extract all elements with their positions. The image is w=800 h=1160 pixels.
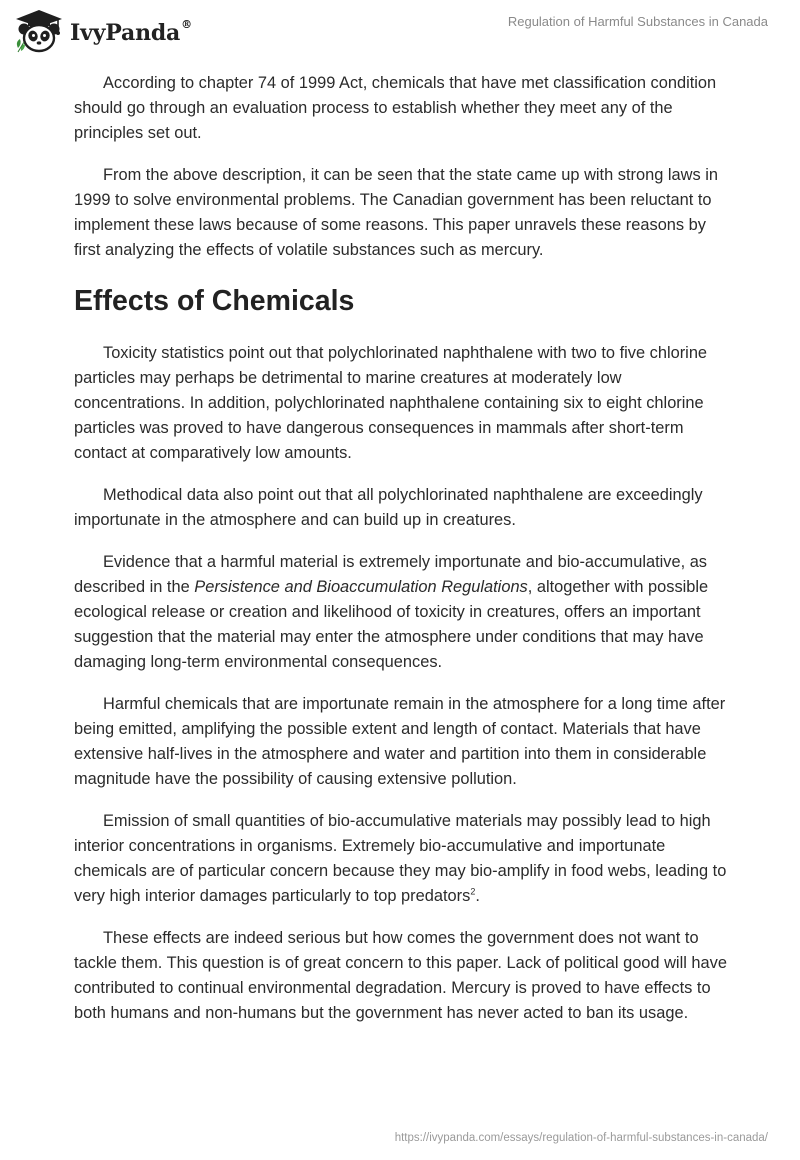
paragraph-3: Toxicity statistics point out that polychlorinated naphthalene with two to five chlorine particles may perhaps be detrimental to marine creatures at moderately low concentrations. In addition, polychlorinated naphthalene containing six to eight chlorine particles was proved to have dangerous consequences in mammals after short-term contact at comparatively low amounts. — [74, 344, 708, 462]
document-running-title: Regulation of Harmful Substances in Canada — [507, 14, 768, 29]
paragraph-8: These effects are indeed serious but how comes the government does not want to tackle them. This question is of great concern to this paper. Lack of political good will have contributed to continual environmental degradation. Mercury is proved to have effects to both humans and non-humans but the government has never acted to ban its usage. — [74, 929, 727, 1022]
regulation-title: Persistence and Bioaccumulation Regulations — [194, 578, 528, 596]
source-url[interactable]: https://ivypanda.com/essays/regulation-of-harmful-substances-in-canada/ — [394, 1132, 768, 1144]
footnote-reference[interactable]: 2 — [470, 886, 476, 897]
ivypanda-logo[interactable] — [14, 8, 192, 54]
paragraph-5 — [74, 550, 734, 675]
paragraph-5-text-start: Evidence that a harmful material is extremely importunate and bio-accumulative, as described in the — [74, 553, 708, 596]
panda-graduate-icon — [14, 8, 64, 54]
paragraph-5-text-end: , altogether with possible ecological release or creation and likelihood of toxicity in creatures, offers an important suggestion that the material may enter the atmosphere under conditions that may have damaging long-term environmental consequences. — [74, 578, 709, 671]
paragraph-7 — [74, 809, 734, 909]
paragraph-7-period: . — [475, 887, 480, 905]
page-header — [0, 0, 800, 62]
registered-mark: ® — [181, 17, 192, 31]
paragraph-7-text: Emission of small quantities of bio-accumulative materials may possibly lead to high interior concentrations in organisms. Extremely bio-accumulative and importunate chemicals are of particular concern because they may bio-amplify in food webs, leading to very high interior damages particularly to top predators — [74, 812, 727, 905]
paragraph-1: According to chapter 74 of 1999 Act, chemicals that have met classification condition should go through an evaluation process to establish whether they meet any of the principles set out. — [74, 74, 717, 142]
essay-body — [74, 71, 734, 1043]
paragraph-6: Harmful chemicals that are importunate remain in the atmosphere for a long time after being emitted, amplifying the possible extent and length of contact. Materials that have extensive half-lives in the atmosphere and water and partition into them in considerable magnitude have the possibility of causing extensive pollution. — [74, 695, 726, 788]
paragraph-4: Methodical data also point out that all polychlorinated naphthalene are exceedingly importunate in the atmosphere and can build up in creatures. — [74, 486, 703, 529]
logo-text: IvyPanda® — [70, 17, 192, 46]
section-heading: Effects of Chemicals — [74, 285, 355, 317]
paragraph-2: From the above description, it can be seen that the state came up with strong laws in 1999 to solve environmental problems. The Canadian government has been reluctant to implement these laws because of some reasons. This paper unravels these reasons by first analyzing the effects of volatile substances such as mercury. — [74, 166, 718, 259]
